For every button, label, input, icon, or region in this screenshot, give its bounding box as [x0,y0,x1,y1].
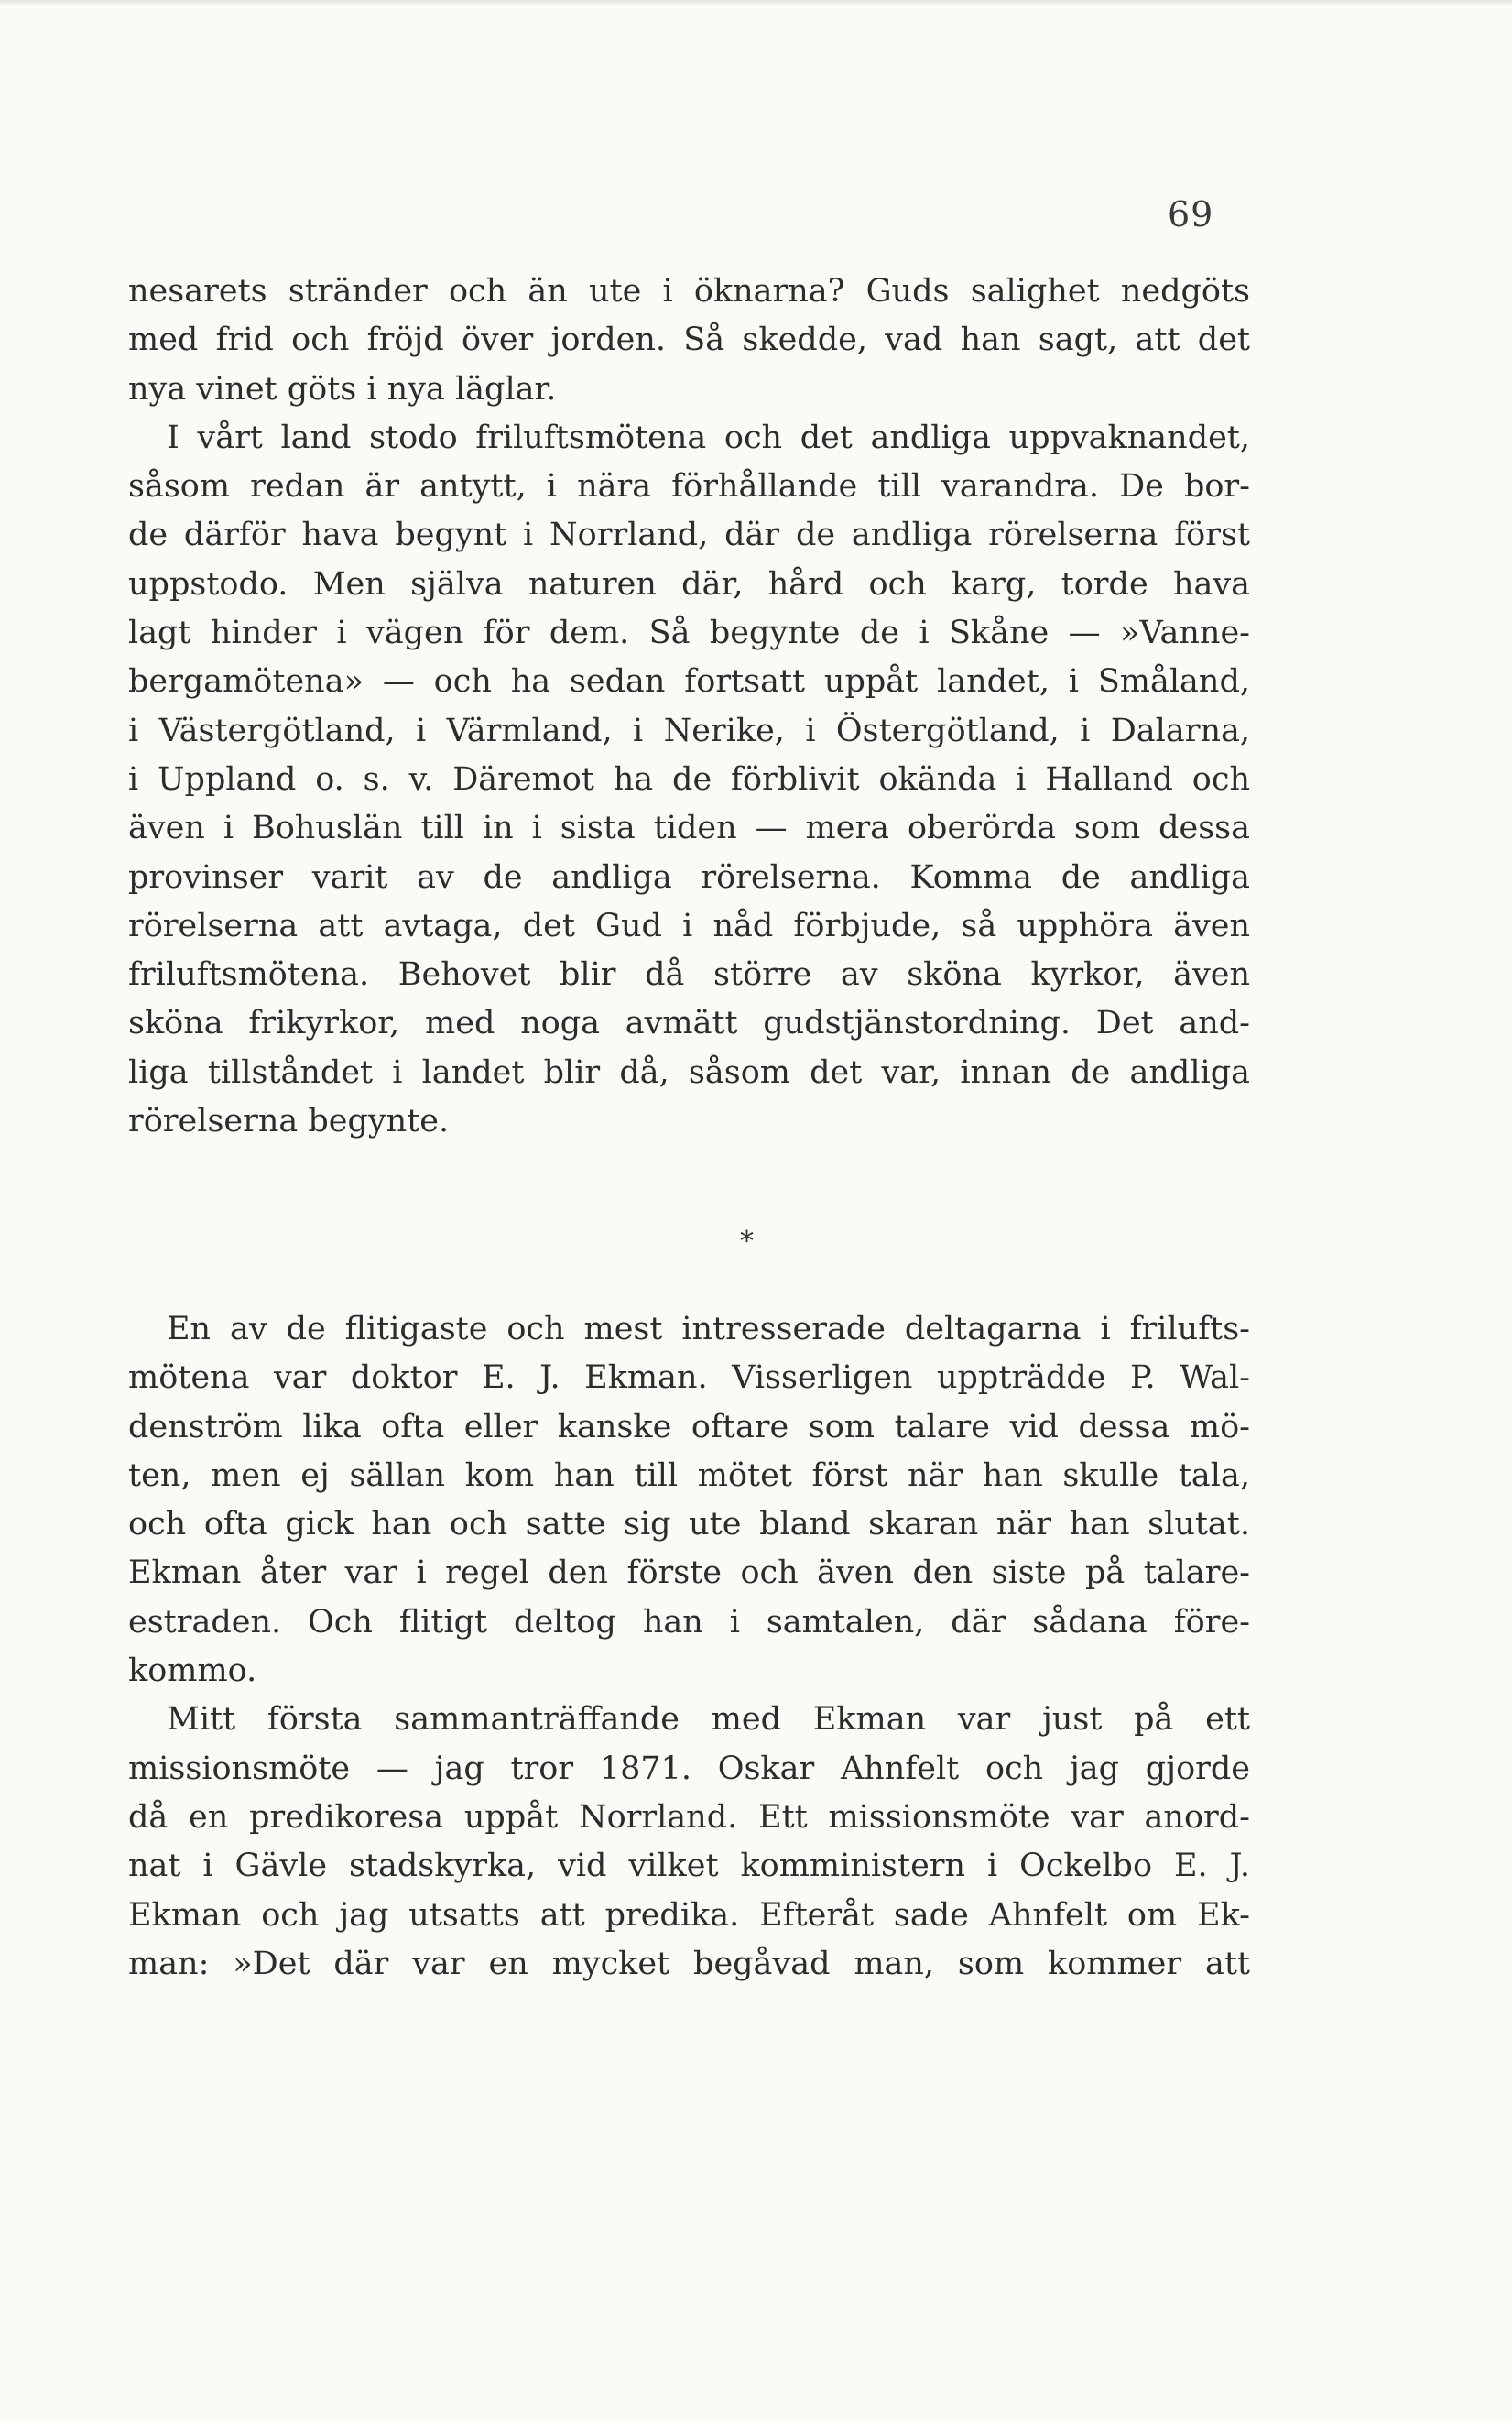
text-section-2 [128,1305,1250,1989]
text-line: uppstodo. Men själva naturen där, hård och karg, torde hava [128,565,1250,603]
text-line: bergamötena» — och ha sedan fortsatt uppåt landet, i Småland, [128,663,1250,701]
section-separator: * [740,1226,754,1258]
text-line: ten, men ej sällan kom han till mötet först när han skulle tala, [128,1456,1250,1494]
text-line: nesarets stränder och än ute i öknarna? Guds salighet nedgöts [128,273,1250,310]
text-section-1 [128,267,1250,1146]
text-line: provinser varit av de andliga rörelserna. Komma de andliga [128,858,1250,896]
text-line: sköna frikyrkor, med noga avmätt gudstjänstordning. Det and- [128,1005,1250,1042]
text-line: i Uppland o. s. v. Däremot ha de förblivit okända i Halland och [128,760,1250,798]
text-line: kommo. [128,1652,257,1690]
text-line: de därför hava begynt i Norrland, där de andliga rörelserna först [128,517,1250,554]
text-line: Mitt första sammanträffande med Ekman var just på ett [167,1701,1250,1739]
text-line: lagt hinder i vägen för dem. Så begynte de i Skåne — »Vanne- [128,615,1250,652]
text-line: med frid och fröjd över jorden. Så skedde, vad han sagt, att det [128,322,1250,359]
text-line: I vårt land stodo friluftsmötena och det andliga uppvaknandet, [167,419,1250,456]
text-line: estraden. Och flitigt deltog han i samtalen, där sådana före- [128,1603,1250,1641]
text-line: missionsmöte — jag tror 1871. Oskar Ahnfelt och jag gjorde [128,1750,1250,1787]
text-line: mötena var doktor E. J. Ekman. Visserligen uppträdde P. Wal- [128,1359,1250,1397]
text-line: och ofta gick han och satte sig ute bland skaran när han slutat. [128,1506,1250,1543]
text-line: Ekman åter var i regel den förste och även den siste på talare- [128,1554,1250,1592]
text-line: även i Bohuslän till in i sista tiden — mera oberörda som dessa [128,810,1250,847]
text-line: i Västergötland, i Värmland, i Nerike, i Östergötland, i Dalarna, [128,712,1250,749]
page-top-edge [0,0,1512,5]
page-number: 69 [1168,194,1214,234]
text-line: då en predikoresa uppåt Norrland. Ett missionsmöte var anord- [128,1798,1250,1836]
text-line: såsom redan är antytt, i nära förhållande till varandra. De bor- [128,468,1250,506]
text-line: liga tillståndet i landet blir då, såsom det var, innan de andliga [128,1053,1250,1091]
text-line: nya vinet göts i nya läglar. [128,370,557,408]
text-line: friluftsmötena. Behovet blir då större av sköna kyrkor, även [128,956,1250,994]
text-line: man: »Det där var en mycket begåvad man, som kommer att [128,1945,1250,1982]
text-line: Ekman och jag utsatts att predika. Efteråt sade Ahnfelt om Ek- [128,1896,1250,1934]
text-line: rörelserna begynte. [128,1103,450,1140]
text-line: En av de flitigaste och mest intresserade deltagarna i frilufts- [167,1311,1250,1347]
text-line: rörelserna att avtaga, det Gud i nåd förbjude, så upphöra även [128,907,1250,944]
text-line: nat i Gävle stadskyrka, vid vilket komministern i Ockelbo E. J. [128,1848,1250,1885]
text-line: denström lika ofta eller kanske oftare som talare vid dessa mö- [128,1408,1250,1445]
